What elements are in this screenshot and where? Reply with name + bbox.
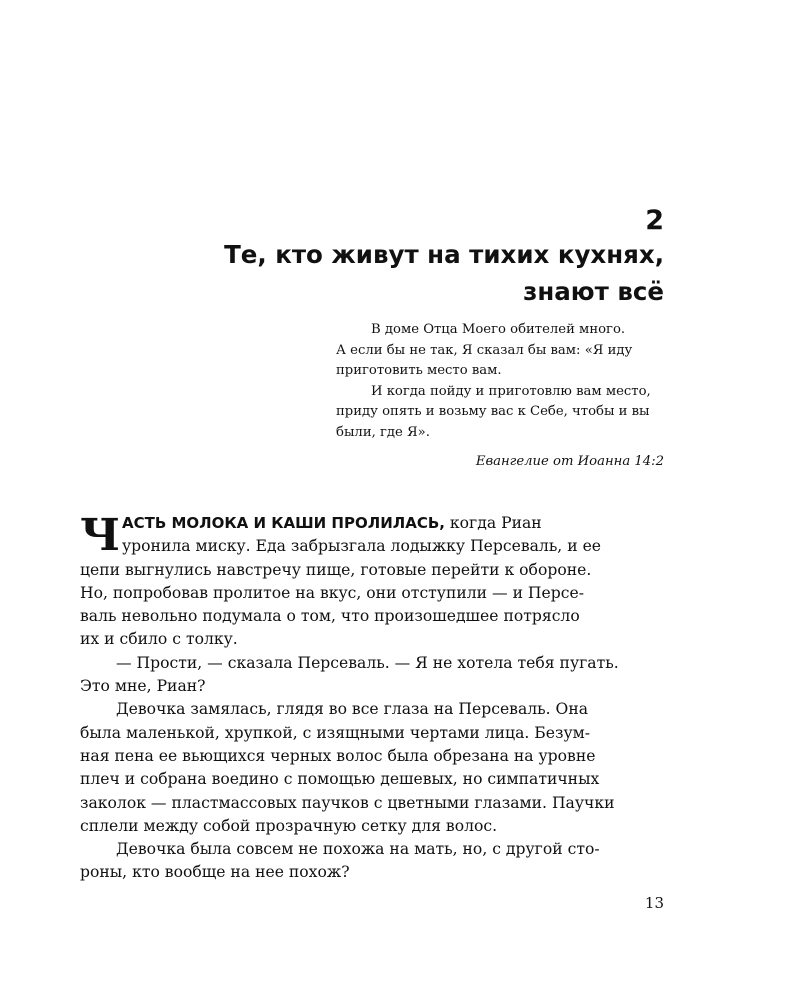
body-line: уронила миску. Еда забрызгала лодыжку Персеваль, и ее: [122, 537, 602, 556]
chapter-title-line: Те, кто живут на тихих кухнях,: [224, 240, 664, 269]
body-line: их и сбило с толку.: [80, 630, 238, 649]
chapter-number: 2: [645, 205, 664, 236]
chapter-title: [104, 236, 664, 310]
lead-caps: АСТЬ МОЛОКА И КАШИ ПРОЛИЛАСЬ,: [122, 514, 445, 532]
body-line: Но, попробовав пролитое на вкус, они отступили — и Персе-: [80, 583, 584, 602]
body-line: ная пена ее вьющихся черных волос была обрезана на уровне: [80, 746, 596, 765]
body-line: сплели между собой прозрачную сетку для волос.: [80, 816, 498, 835]
body-line: валь невольно подумала о том, что произошедшее потрясло: [80, 607, 580, 626]
page-number: 13: [644, 894, 664, 912]
epigraph-line: были, где Я».: [336, 424, 430, 440]
body-line: Девочка была совсем не похожа на мать, но, с другой сто-: [116, 840, 600, 859]
body-line: плеч и собрана воедино с помощью дешевых, но симпатичных: [80, 770, 600, 789]
body-line-text: когда Риан: [444, 514, 542, 532]
chapter-title-line: знают всё: [523, 277, 664, 306]
body-line: Девочка замялась, глядя во все глаза на Персеваль. Она: [116, 700, 589, 719]
body-line: была маленькой, хрупкой, с изящными чертами лица. Безум-: [80, 723, 591, 742]
body-line: цепи выгнулись навстречу пище, готовые перейти к обороне.: [80, 560, 592, 579]
body-line: Это мне, Риан?: [80, 677, 206, 696]
body-line: заколок — пластмассовых паучков с цветными глазами. Паучки: [80, 793, 615, 812]
epigraph-line: приготовить место вам.: [336, 363, 502, 379]
body-line: роны, кто вообще на нее похож?: [80, 863, 350, 882]
body-text: [80, 512, 668, 885]
epigraph-line: приду опять и возьму вас к Себе, чтобы и вы: [336, 404, 650, 420]
epigraph-line: В доме Отца Моего обителей много.: [371, 322, 626, 337]
epigraph-line: А если бы не так, Я сказал бы вам: «Я иду: [336, 342, 633, 358]
epigraph-source: Евангелие от Иоанна 14:2: [475, 454, 664, 469]
drop-cap: Ч: [80, 510, 121, 561]
epigraph: [336, 320, 666, 444]
epigraph-line: И когда пойду и приготовлю вам место,: [371, 383, 651, 399]
body-line: [80, 512, 668, 535]
body-line: — Прости, — сказала Персеваль. — Я не хотела тебя пугать.: [116, 653, 619, 672]
